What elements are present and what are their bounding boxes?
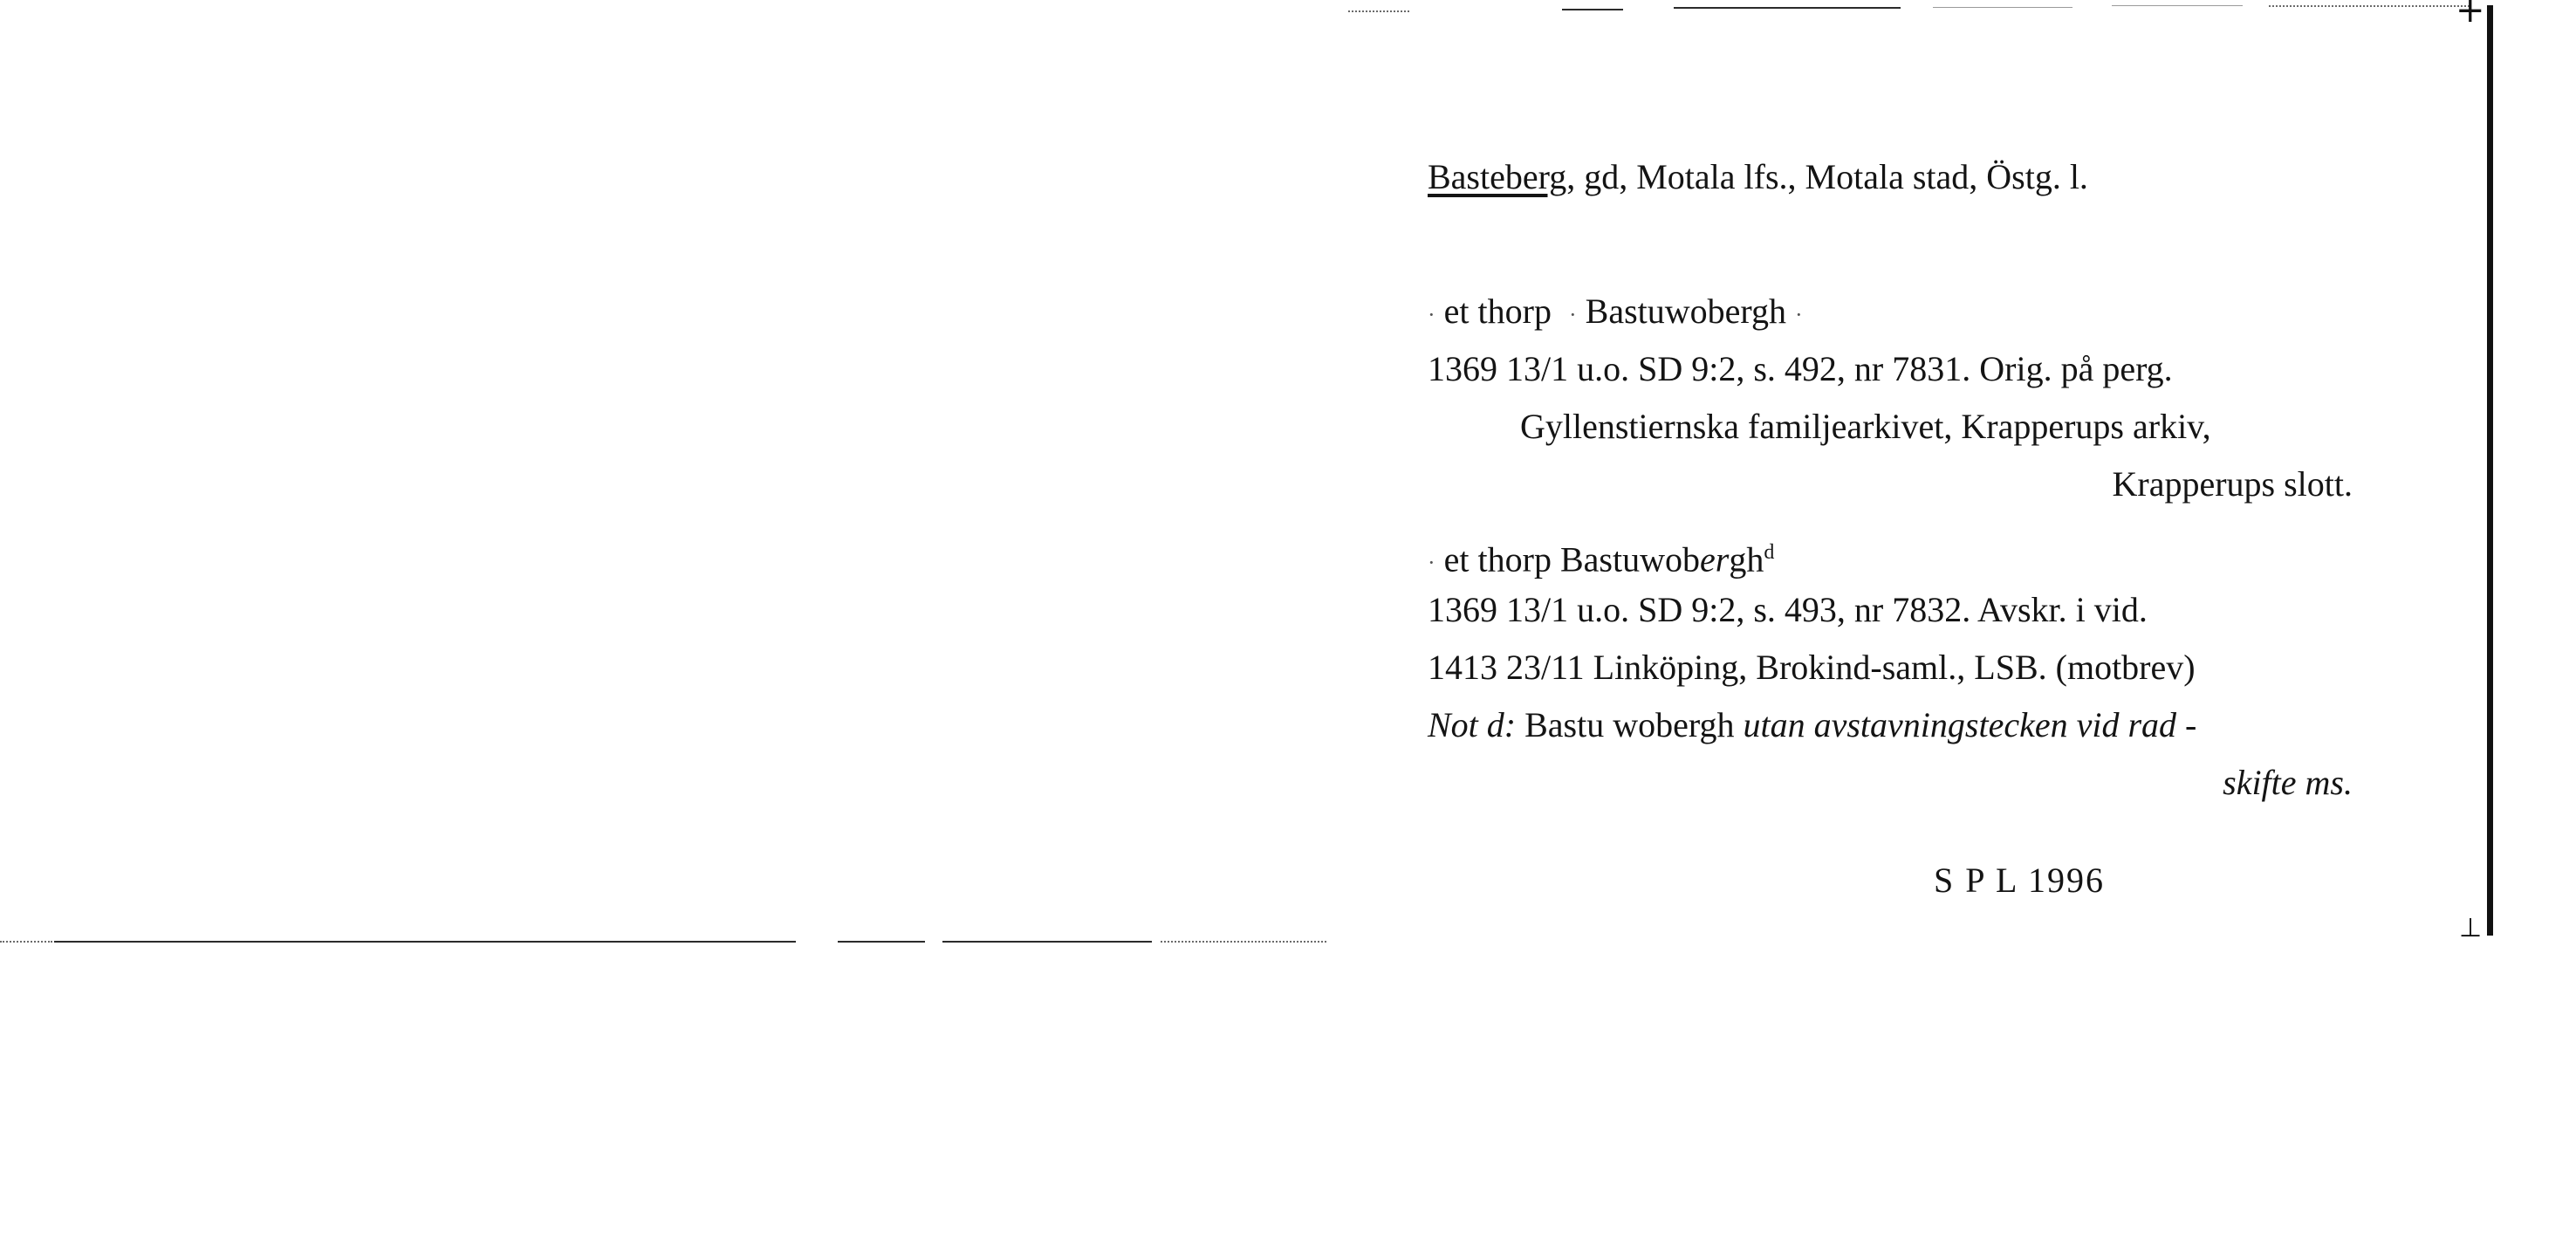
corner-mark-top: + xyxy=(2456,0,2485,31)
entry1-source-line1: 1369 13/1 u.o. SD 9:2, s. 492, nr 7831. Orig. på perg. xyxy=(1428,349,2173,388)
entry1-form-name: Bastuwobergh xyxy=(1585,291,1787,331)
card-footer: S P L 1996 xyxy=(1934,861,2105,900)
note-label: Not d: xyxy=(1428,705,1517,744)
note-italic: utan avstavningstecken vid rad - xyxy=(1743,705,2197,744)
bullet-dot: · xyxy=(1568,301,1577,327)
entry1-source-line3: Krapperups slott. xyxy=(2112,464,2353,504)
top-edge-artifact-5 xyxy=(2112,5,2243,6)
bullet-dot: · xyxy=(1428,550,1435,576)
entry2-source-line2: 1413 23/11 Linköping, Brokind-saml., LSB. (motbrev) xyxy=(1428,648,2196,687)
bottom-edge-artifact-4 xyxy=(942,941,1152,943)
entry2-source-line1: 1369 13/1 u.o. SD 9:2, s. 493, nr 7832. Avskr. i vid. xyxy=(1428,590,2148,629)
top-edge-artifact-1 xyxy=(1348,10,1409,12)
card-right-edge xyxy=(2487,5,2493,936)
bottom-edge-artifact-1 xyxy=(0,941,52,943)
entry2-form xyxy=(1428,524,2353,581)
corner-mark-bottom: ⊥ xyxy=(2459,913,2483,943)
bottom-edge-artifact-2 xyxy=(54,941,796,943)
top-edge-artifact-2 xyxy=(1562,9,1623,10)
note-continuation: skifte ms. xyxy=(2223,763,2353,802)
index-card xyxy=(1428,148,2353,812)
headword: Basteberg xyxy=(1428,157,1567,196)
entry1-form xyxy=(1428,283,2353,340)
bullet-dot: · xyxy=(1428,301,1435,327)
entry2-form-suffix: gh xyxy=(1729,539,1764,579)
card-heading xyxy=(1428,148,2353,206)
entry2-form-italic: er xyxy=(1699,539,1730,579)
entry1-form-prefix: et thorp xyxy=(1443,291,1552,331)
bottom-edge-artifact-3 xyxy=(838,941,925,943)
top-edge-artifact-4 xyxy=(1933,7,2072,8)
entry2-note-mark: d xyxy=(1764,541,1775,564)
top-edge-artifact-3 xyxy=(1674,7,1901,9)
entry1-source-line2: Gyllenstiernska familjearkivet, Krapperups arkiv, xyxy=(1520,407,2211,446)
entry2-note xyxy=(1428,696,2353,754)
entry2-form-prefix: et thorp Bastuwob xyxy=(1443,539,1700,579)
note-plain: Bastu wobergh xyxy=(1516,705,1744,744)
top-edge-artifact-6 xyxy=(2269,5,2470,7)
entry2-note-line2 xyxy=(1428,754,2353,812)
bullet-dot: · xyxy=(1795,301,1803,327)
heading-location: , gd, Motala lfs., Motala stad, Östg. l. xyxy=(1566,157,2088,196)
bottom-edge-artifact-5 xyxy=(1161,941,1326,943)
